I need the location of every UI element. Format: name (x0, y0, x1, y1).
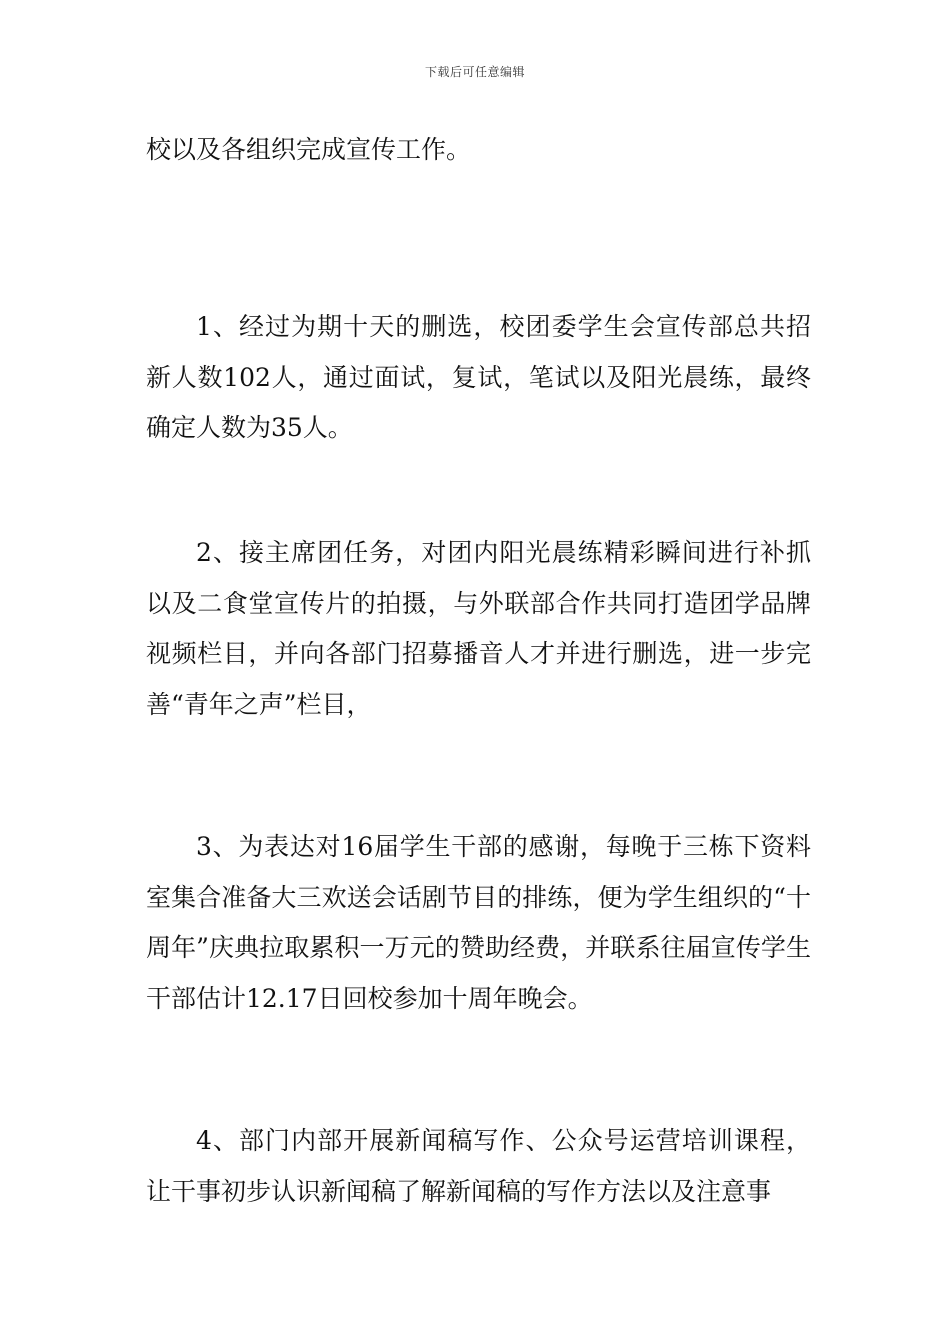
paragraph-item-4: 4、部门内部开展新闻稿写作、公众号运营培训课程，让干事初步认识新闻稿了解新闻稿的写作方法以及注意事 (146, 1126, 811, 1206)
paragraph-item-2: 2、接主席团任务，对团内阳光晨练精彩瞬间进行补抓以及二食堂宣传片的拍摄，与外联部合作共同打造团学品牌视频栏目，并向各部门招募播音人才并进行删选，进一步完善“青年之声”栏目， (146, 538, 811, 719)
paragraph-continuation: 校以及各组织完成宣传工作。 (146, 135, 472, 164)
paragraph-item-3: 3、为表达对16届学生干部的感谢，每晚于三栋下资料室集合准备大三欢送会话剧节目的排练，便为学生组织的“十周年”庆典拉取累积一万元的赞助经费，并联系往届宣传学生干部估计12.17日回校参加十周年晚会。 (146, 832, 811, 1013)
page-header: 下载后可任意编辑 (424, 65, 525, 79)
paragraph-item-1: 1、经过为期十天的删选，校团委学生会宣传部总共招新人数102人，通过面试，复试，笔试以及阳光晨练，最终确定人数为35人。 (146, 312, 811, 442)
